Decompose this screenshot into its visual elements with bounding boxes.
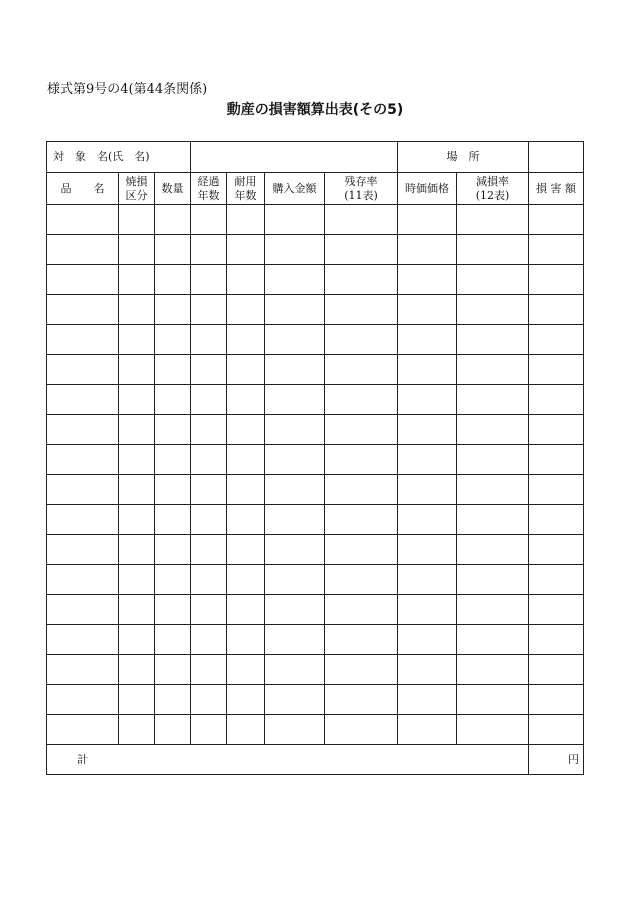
table-cell[interactable] bbox=[47, 625, 119, 655]
table-cell[interactable] bbox=[155, 655, 191, 685]
table-cell[interactable] bbox=[47, 535, 119, 565]
table-cell[interactable] bbox=[398, 325, 457, 355]
table-cell[interactable] bbox=[325, 355, 398, 385]
table-cell[interactable] bbox=[325, 595, 398, 625]
table-cell[interactable] bbox=[47, 565, 119, 595]
table-row bbox=[47, 625, 584, 655]
damage-calculation-table bbox=[46, 141, 583, 775]
table-cell[interactable] bbox=[191, 355, 227, 385]
table-cell[interactable] bbox=[47, 235, 119, 265]
table-cell[interactable] bbox=[265, 355, 325, 385]
table-cell[interactable] bbox=[325, 565, 398, 595]
column-header-line2: 年数 bbox=[234, 188, 257, 202]
table-cell[interactable] bbox=[529, 265, 584, 295]
table-cell[interactable] bbox=[325, 685, 398, 715]
table-cell[interactable] bbox=[457, 235, 529, 265]
table-cell[interactable] bbox=[398, 625, 457, 655]
table-cell[interactable] bbox=[191, 295, 227, 325]
table-cell[interactable] bbox=[155, 595, 191, 625]
table-cell[interactable] bbox=[529, 475, 584, 505]
column-header-line1: 購入金額 bbox=[272, 181, 317, 195]
table-cell[interactable] bbox=[457, 505, 529, 535]
table-cell[interactable] bbox=[119, 595, 155, 625]
column-header-line1: 減損率 bbox=[476, 174, 509, 188]
table-cell[interactable] bbox=[155, 535, 191, 565]
table-cell[interactable] bbox=[47, 685, 119, 715]
table-cell[interactable] bbox=[325, 235, 398, 265]
table-row bbox=[47, 535, 584, 565]
table-cell[interactable] bbox=[155, 205, 191, 235]
table-cell[interactable] bbox=[119, 205, 155, 235]
table-cell[interactable] bbox=[529, 715, 584, 745]
table-cell[interactable] bbox=[457, 205, 529, 235]
table-cell[interactable] bbox=[265, 715, 325, 745]
table-cell[interactable] bbox=[529, 505, 584, 535]
table-cell[interactable] bbox=[155, 265, 191, 295]
table-cell[interactable] bbox=[457, 355, 529, 385]
table-cell[interactable] bbox=[265, 475, 325, 505]
table-cell[interactable] bbox=[191, 325, 227, 355]
table-row bbox=[47, 295, 584, 325]
table-cell[interactable] bbox=[398, 685, 457, 715]
table-row bbox=[47, 205, 584, 235]
table-cell[interactable] bbox=[47, 715, 119, 745]
table-cell[interactable] bbox=[398, 205, 457, 235]
table-cell[interactable] bbox=[398, 535, 457, 565]
table-cell[interactable] bbox=[191, 505, 227, 535]
column-header-7 bbox=[398, 173, 457, 205]
table-cell[interactable] bbox=[191, 265, 227, 295]
table-cell[interactable] bbox=[265, 265, 325, 295]
table-cell[interactable] bbox=[227, 385, 265, 415]
table-cell[interactable] bbox=[191, 205, 227, 235]
table-cell[interactable] bbox=[119, 655, 155, 685]
table-cell[interactable] bbox=[227, 595, 265, 625]
table-row bbox=[47, 715, 584, 745]
table-cell[interactable] bbox=[191, 475, 227, 505]
column-header-line1: 残存率 bbox=[344, 174, 378, 188]
column-header-line1: 損 害 額 bbox=[536, 181, 576, 195]
column-header-3 bbox=[191, 173, 227, 205]
table-cell[interactable] bbox=[227, 235, 265, 265]
column-header-line1: 焼損 bbox=[125, 174, 148, 188]
table-cell[interactable] bbox=[457, 295, 529, 325]
table-cell[interactable] bbox=[265, 235, 325, 265]
table-row bbox=[47, 265, 584, 295]
table-row bbox=[47, 685, 584, 715]
column-header-line2: 年数 bbox=[197, 188, 220, 202]
table-cell[interactable] bbox=[119, 715, 155, 745]
table-row bbox=[47, 595, 584, 625]
table-cell[interactable] bbox=[155, 385, 191, 415]
table-cell[interactable] bbox=[398, 475, 457, 505]
table-cell[interactable] bbox=[155, 295, 191, 325]
column-header-line2: (12表) bbox=[475, 188, 510, 202]
column-header-4 bbox=[227, 173, 265, 205]
table-cell[interactable] bbox=[191, 595, 227, 625]
table-cell[interactable] bbox=[119, 265, 155, 295]
column-header-1 bbox=[119, 173, 155, 205]
table-cell[interactable] bbox=[119, 565, 155, 595]
table-cell[interactable] bbox=[47, 325, 119, 355]
table-cell[interactable] bbox=[227, 625, 265, 655]
table-cell[interactable] bbox=[227, 295, 265, 325]
table-cell[interactable] bbox=[47, 205, 119, 235]
table-cell[interactable] bbox=[529, 565, 584, 595]
table-cell[interactable] bbox=[265, 535, 325, 565]
table-cell[interactable] bbox=[325, 415, 398, 445]
table-cell[interactable] bbox=[529, 595, 584, 625]
table-cell[interactable] bbox=[325, 475, 398, 505]
table-cell[interactable] bbox=[398, 265, 457, 295]
table-cell[interactable] bbox=[265, 595, 325, 625]
table-cell[interactable] bbox=[47, 385, 119, 415]
table-cell[interactable] bbox=[191, 415, 227, 445]
table-cell[interactable] bbox=[191, 715, 227, 745]
table-cell[interactable] bbox=[529, 655, 584, 685]
table-cell[interactable] bbox=[265, 415, 325, 445]
column-header-line1: 時価価格 bbox=[405, 181, 449, 195]
table-cell[interactable] bbox=[119, 505, 155, 535]
target-row bbox=[47, 142, 584, 173]
table-cell[interactable] bbox=[119, 475, 155, 505]
table-row bbox=[47, 235, 584, 265]
table-cell[interactable] bbox=[265, 325, 325, 355]
table-cell[interactable] bbox=[398, 385, 457, 415]
table-cell[interactable] bbox=[155, 625, 191, 655]
table-cell[interactable] bbox=[227, 535, 265, 565]
table-cell[interactable] bbox=[265, 625, 325, 655]
table-cell[interactable] bbox=[529, 535, 584, 565]
table-cell[interactable] bbox=[155, 325, 191, 355]
table-cell[interactable] bbox=[265, 445, 325, 475]
table-cell[interactable] bbox=[191, 385, 227, 415]
table-row bbox=[47, 505, 584, 535]
table-cell[interactable] bbox=[265, 685, 325, 715]
column-header-9 bbox=[529, 173, 584, 205]
table-cell[interactable] bbox=[529, 445, 584, 475]
table-cell[interactable] bbox=[529, 685, 584, 715]
table-cell[interactable] bbox=[457, 475, 529, 505]
table-row bbox=[47, 415, 584, 445]
table-row bbox=[47, 565, 584, 595]
table-cell[interactable] bbox=[529, 355, 584, 385]
column-header-6 bbox=[325, 173, 398, 205]
column-header-row bbox=[47, 173, 584, 205]
table-cell[interactable] bbox=[119, 685, 155, 715]
table-cell[interactable] bbox=[47, 505, 119, 535]
table-cell[interactable] bbox=[325, 625, 398, 655]
table-cell[interactable] bbox=[398, 355, 457, 385]
table-cell[interactable] bbox=[155, 355, 191, 385]
column-header-8 bbox=[457, 173, 529, 205]
table-cell[interactable] bbox=[457, 415, 529, 445]
table-cell[interactable] bbox=[325, 265, 398, 295]
table-cell[interactable] bbox=[457, 445, 529, 475]
table-cell[interactable] bbox=[155, 235, 191, 265]
table-cell[interactable] bbox=[119, 385, 155, 415]
table-cell[interactable] bbox=[265, 655, 325, 685]
table-cell[interactable] bbox=[265, 295, 325, 325]
table-cell[interactable] bbox=[398, 505, 457, 535]
table-cell[interactable] bbox=[191, 685, 227, 715]
table-row bbox=[47, 445, 584, 475]
column-header-line2: (11表) bbox=[344, 188, 378, 202]
table-cell[interactable] bbox=[47, 265, 119, 295]
table-cell[interactable] bbox=[119, 295, 155, 325]
table-cell[interactable] bbox=[265, 565, 325, 595]
table-cell[interactable] bbox=[47, 415, 119, 445]
table-row bbox=[47, 655, 584, 685]
table-cell[interactable] bbox=[457, 685, 529, 715]
column-header-5 bbox=[265, 173, 325, 205]
table-cell[interactable] bbox=[191, 625, 227, 655]
table-cell[interactable] bbox=[529, 625, 584, 655]
table-cell[interactable] bbox=[227, 475, 265, 505]
table-cell[interactable] bbox=[155, 505, 191, 535]
table-cell[interactable] bbox=[155, 715, 191, 745]
table-cell[interactable] bbox=[119, 535, 155, 565]
form-number-label: 様式第9号の4(第44条関係) bbox=[47, 82, 208, 97]
table-cell[interactable] bbox=[47, 655, 119, 685]
table-cell[interactable] bbox=[529, 415, 584, 445]
column-header-line2: 区分 bbox=[125, 188, 148, 202]
table-cell[interactable] bbox=[398, 595, 457, 625]
table-cell[interactable] bbox=[227, 655, 265, 685]
table-cell[interactable] bbox=[325, 385, 398, 415]
column-header-line1: 数量 bbox=[161, 181, 184, 195]
table-cell[interactable] bbox=[47, 445, 119, 475]
table-cell[interactable] bbox=[227, 685, 265, 715]
table-cell[interactable] bbox=[325, 205, 398, 235]
table-cell[interactable] bbox=[191, 655, 227, 685]
table-cell[interactable] bbox=[227, 505, 265, 535]
table-cell[interactable] bbox=[227, 325, 265, 355]
location-field[interactable] bbox=[529, 142, 584, 173]
table-cell[interactable] bbox=[155, 415, 191, 445]
table-cell[interactable] bbox=[457, 535, 529, 565]
table-cell[interactable] bbox=[191, 235, 227, 265]
table-cell[interactable] bbox=[457, 565, 529, 595]
table-cell[interactable] bbox=[191, 565, 227, 595]
table-cell[interactable] bbox=[191, 535, 227, 565]
total-label: 計 bbox=[47, 745, 529, 775]
table-cell[interactable] bbox=[457, 655, 529, 685]
table-cell[interactable] bbox=[119, 355, 155, 385]
table-cell[interactable] bbox=[155, 475, 191, 505]
table-cell[interactable] bbox=[325, 505, 398, 535]
table-cell[interactable] bbox=[227, 205, 265, 235]
table-cell[interactable] bbox=[227, 265, 265, 295]
table-cell[interactable] bbox=[529, 385, 584, 415]
table-cell[interactable] bbox=[398, 295, 457, 325]
table-cell[interactable] bbox=[227, 355, 265, 385]
table-cell[interactable] bbox=[398, 655, 457, 685]
table-cell[interactable] bbox=[325, 445, 398, 475]
table-cell[interactable] bbox=[155, 685, 191, 715]
table-row bbox=[47, 475, 584, 505]
table-cell[interactable] bbox=[155, 565, 191, 595]
column-header-line1: 品 名 bbox=[60, 181, 105, 195]
table-cell[interactable] bbox=[325, 715, 398, 745]
location-label: 場 所 bbox=[398, 142, 529, 173]
table-cell[interactable] bbox=[325, 295, 398, 325]
table-cell[interactable] bbox=[119, 415, 155, 445]
table-cell[interactable] bbox=[227, 445, 265, 475]
table-cell[interactable] bbox=[529, 205, 584, 235]
table-cell[interactable] bbox=[265, 385, 325, 415]
table-cell[interactable] bbox=[398, 445, 457, 475]
table-cell[interactable] bbox=[119, 235, 155, 265]
page-title: 動産の損害額算出表(その5) bbox=[226, 102, 404, 118]
table-cell[interactable] bbox=[398, 715, 457, 745]
table-row bbox=[47, 385, 584, 415]
target-name-label: 対 象 名(氏 名) bbox=[47, 142, 191, 173]
column-header-0 bbox=[47, 173, 119, 205]
table-cell[interactable] bbox=[47, 295, 119, 325]
table-cell[interactable] bbox=[529, 295, 584, 325]
table-cell[interactable] bbox=[119, 445, 155, 475]
table-cell[interactable] bbox=[119, 625, 155, 655]
table-cell[interactable] bbox=[457, 385, 529, 415]
table-cell[interactable] bbox=[191, 445, 227, 475]
table-cell[interactable] bbox=[457, 595, 529, 625]
table-cell[interactable] bbox=[529, 325, 584, 355]
table-row bbox=[47, 355, 584, 385]
table-cell[interactable] bbox=[265, 505, 325, 535]
table-cell[interactable] bbox=[47, 595, 119, 625]
table-cell[interactable] bbox=[529, 235, 584, 265]
total-amount-field[interactable]: 円 bbox=[529, 745, 584, 775]
table-cell[interactable] bbox=[325, 655, 398, 685]
column-header-line1: 経過 bbox=[197, 174, 220, 188]
table-cell[interactable] bbox=[325, 535, 398, 565]
table-cell[interactable] bbox=[119, 325, 155, 355]
column-header-2 bbox=[155, 173, 191, 205]
table-cell[interactable] bbox=[398, 235, 457, 265]
table-cell[interactable] bbox=[155, 445, 191, 475]
table-cell[interactable] bbox=[457, 715, 529, 745]
target-name-field[interactable] bbox=[191, 142, 398, 173]
table-cell[interactable] bbox=[325, 325, 398, 355]
table-cell[interactable] bbox=[227, 565, 265, 595]
table-cell[interactable] bbox=[398, 565, 457, 595]
table-cell[interactable] bbox=[47, 355, 119, 385]
table-cell[interactable] bbox=[227, 715, 265, 745]
table-cell[interactable] bbox=[265, 205, 325, 235]
table-cell[interactable] bbox=[227, 415, 265, 445]
table-cell[interactable] bbox=[47, 475, 119, 505]
total-row bbox=[47, 745, 584, 775]
table-cell[interactable] bbox=[457, 625, 529, 655]
table-cell[interactable] bbox=[398, 415, 457, 445]
table-cell[interactable] bbox=[457, 325, 529, 355]
table-cell[interactable] bbox=[457, 265, 529, 295]
column-header-line1: 耐用 bbox=[234, 174, 257, 188]
table-row bbox=[47, 325, 584, 355]
